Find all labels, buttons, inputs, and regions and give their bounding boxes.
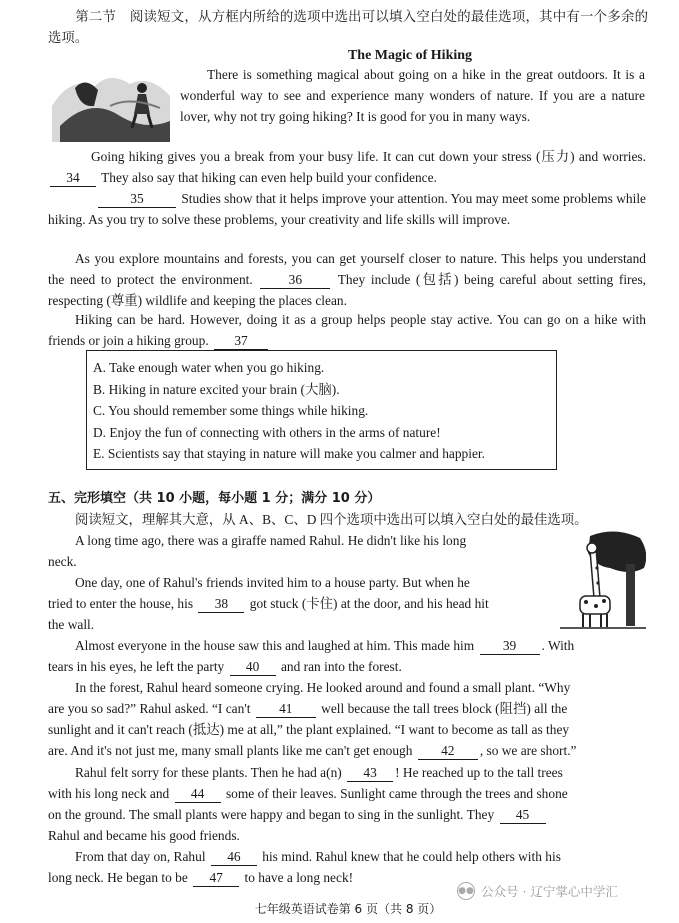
para-3-text: Studies show that it helps improve your attention. You may meet some problems while hiking. As you try to solve these problems, your creativity and life skills will improve. xyxy=(48,191,646,227)
cloze-line-5: the wall. xyxy=(48,617,95,632)
para-2 xyxy=(48,146,646,188)
cloze-text: long neck. He began to be xyxy=(48,870,188,885)
cloze-line-6 xyxy=(48,635,646,656)
section5-instruction: 阅读短文，理解其大意，从 A、B、C、D 四个选项中选出可以填入空白处的最佳选项。 xyxy=(75,512,588,527)
blank-43[interactable]: 43 xyxy=(347,765,393,782)
hiker-illustration xyxy=(50,66,174,142)
para-4-text-b: They include (包括) being careful about setting fires, respecting (尊重) wildlife and keeping the places clean. xyxy=(48,272,647,308)
cloze-line-16 xyxy=(48,846,646,867)
options-box xyxy=(86,350,557,470)
watermark-text: 公众号 · 辽宁掌心中学汇 xyxy=(481,883,618,899)
cloze-text: and ran into the forest. xyxy=(280,659,402,674)
cloze-line-11 xyxy=(48,740,646,761)
cloze-line-4 xyxy=(48,593,646,614)
option-a[interactable]: A. Take enough water when you go hiking. xyxy=(93,360,325,375)
page-footer: 七年级英语试卷第 6 页（共 8 页） xyxy=(254,902,442,916)
cloze-line-15: Rahul and became his good friends. xyxy=(48,828,240,843)
para-3 xyxy=(48,188,646,230)
para-2-text-a: Going hiking gives you a break from your busy life. It can cut down your stress (压力) and worries. xyxy=(91,149,646,164)
cloze-text: with his long neck and xyxy=(48,786,170,801)
blank-38[interactable]: 38 xyxy=(198,596,244,613)
cloze-text: some of their leaves. Sunlight came through the trees and shone xyxy=(225,786,568,801)
option-d[interactable]: D. Enjoy the fun of connecting with others in the arms of nature! xyxy=(93,424,441,440)
para-1 xyxy=(180,64,645,127)
option-b[interactable]: B. Hiking in nature excited your brain (大脑). xyxy=(93,381,340,397)
para-5 xyxy=(48,309,646,351)
cloze-text: on the ground. The small plants were happy and began to sing in the sunlight. They xyxy=(48,807,495,822)
cloze-line-12 xyxy=(48,762,646,783)
cloze-line-9 xyxy=(48,698,646,719)
blank-34[interactable]: 34 xyxy=(50,170,96,187)
blank-41[interactable]: 41 xyxy=(256,701,316,718)
cloze-line-10: sunlight and it can't reach (抵达) me at all,” the plant explained. “I want to become as tall as they xyxy=(48,722,570,737)
blank-46[interactable]: 46 xyxy=(211,849,257,866)
cloze-text: got stuck (卡住) at the door, and his head hit xyxy=(249,596,489,611)
passage-title: The Magic of Hiking xyxy=(347,48,473,63)
cloze-text: tried to enter the house, his xyxy=(48,596,194,611)
cloze-line-13 xyxy=(48,783,646,804)
blank-35[interactable]: 35 xyxy=(98,191,176,208)
section2-instruction xyxy=(48,6,648,48)
cloze-line-7 xyxy=(48,656,646,677)
section2-instruction-text: 第二节 阅读短文，从方框内所给的选项中选出可以填入空白处的最佳选项，其中有一个多余的选项。 xyxy=(48,9,648,45)
cloze-line-1 xyxy=(48,530,546,551)
blank-42[interactable]: 42 xyxy=(418,743,478,760)
para-4 xyxy=(48,248,646,311)
cloze-text: , so we are short.” xyxy=(479,743,577,758)
cloze-text: Almost everyone in the house saw this and laughed at him. This made him xyxy=(75,638,475,653)
option-c[interactable]: C. You should remember some things while hiking. xyxy=(93,403,369,418)
para-2-text-b: They also say that hiking can even help build your confidence. xyxy=(101,170,437,185)
cloze-text: From that day on, Rahul xyxy=(75,849,206,864)
para-5-text: Hiking can be hard. However, doing it as a group helps people stay active. You can go on a hike with friends or join a hiking group. xyxy=(48,312,646,348)
para-4-text-a: As you explore mountains and forests, you can get yourself closer to nature. This helps you understand the need to protect the environment. xyxy=(48,251,646,287)
cloze-text: his mind. Rahul knew that he could help others with his xyxy=(262,849,561,864)
cloze-text: are you so sad?” Rahul asked. “I can't xyxy=(48,701,251,716)
cloze-text: Rahul felt sorry for these plants. Then he had a(n) xyxy=(75,765,342,780)
cloze-line-8 xyxy=(48,677,646,698)
blank-44[interactable]: 44 xyxy=(175,786,221,803)
blank-37[interactable]: 37 xyxy=(214,333,268,350)
cloze-text: One day, one of Rahul's friends invited him to a house party. But when he xyxy=(75,575,470,590)
watermark xyxy=(457,880,672,902)
cloze-text: A long time ago, there was a giraffe named Rahul. He didn't like his long xyxy=(75,533,467,548)
para-1-text: There is something magical about going on a hike in the great outdoors. It is a wonderful way to see and experience many wonders of nature. If you are a nature lover, why not try going hiking? It is good for you in many ways. xyxy=(180,67,645,124)
wechat-logo-icon: ●● xyxy=(457,882,475,900)
cloze-text: tears in his eyes, he left the party xyxy=(48,659,225,674)
blank-45[interactable]: 45 xyxy=(500,807,546,824)
cloze-text: well because the tall trees block (阻挡) all the xyxy=(321,701,568,716)
cloze-text: In the forest, Rahul heard someone crying. He looked around and found a small plant. “Why xyxy=(75,680,571,695)
cloze-text: are. And it's not just me, many small plants like me can't get enough xyxy=(48,743,413,758)
blank-47[interactable]: 47 xyxy=(193,870,239,887)
blank-40[interactable]: 40 xyxy=(230,659,276,676)
option-e[interactable]: E. Scientists say that staying in nature will make you calmer and happier. xyxy=(93,446,485,461)
cloze-text: to have a long neck! xyxy=(244,870,354,885)
cloze-text: . With xyxy=(541,638,575,653)
blank-36[interactable]: 36 xyxy=(260,272,330,289)
section5-heading: 五、完形填空（共 10 小题，每小题 1 分；满分 10 分） xyxy=(48,491,381,506)
cloze-line-14 xyxy=(48,804,646,825)
cloze-text: ! He reached up to the tall trees xyxy=(395,765,563,780)
cloze-line-2: neck. xyxy=(48,554,77,569)
blank-39[interactable]: 39 xyxy=(480,638,540,655)
cloze-line-3 xyxy=(48,572,646,593)
